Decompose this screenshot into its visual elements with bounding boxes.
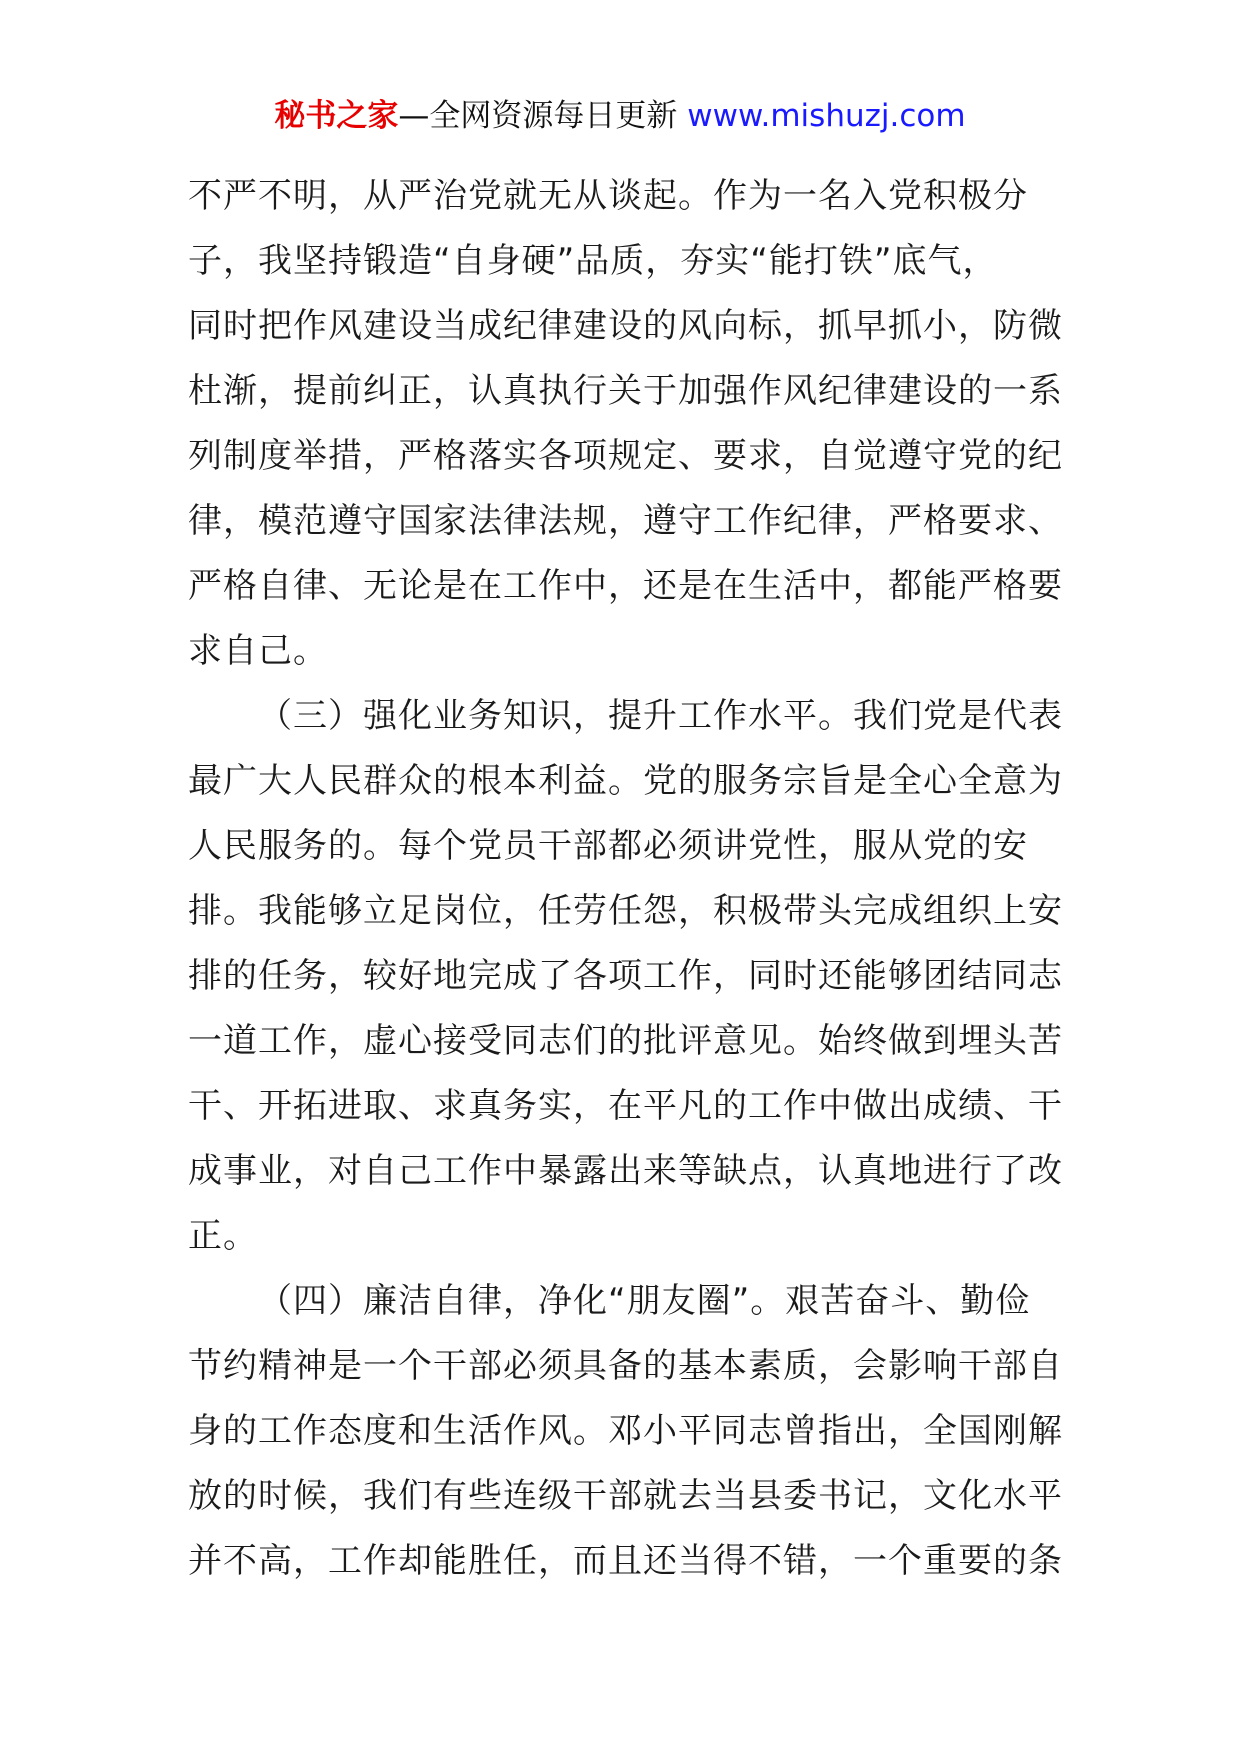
text-line: 律，模范遵守国家法律法规，遵守工作纪律，严格要求、 [188, 501, 1063, 541]
text-line: 排。我能够立足岗位，任劳任怨，积极带头完成组织上安 [188, 891, 1063, 931]
text-line: 不严不明，从严治党就无从谈起。作为一名入党积极分 [188, 176, 1028, 216]
text-line: 成事业，对自己工作中暴露出来等缺点，认真地进行了改 [188, 1151, 1063, 1191]
text-line: 正。 [188, 1216, 258, 1256]
text-line: 子，我坚持锻造“自身硬”品质，夯实“能打铁”底气， [188, 241, 998, 281]
header-tagline: —全网资源每日更新 [398, 98, 678, 134]
text-line: 节约精神是一个干部必须具备的基本素质，会影响干部自 [188, 1346, 1063, 1386]
text-line: 最广大人民群众的根本利益。党的服务宗旨是全心全意为 [188, 761, 1063, 801]
section-heading-line: （四）廉洁自律，净化“朋友圈”。艰苦奋斗、勤俭 [258, 1281, 1031, 1321]
text-line: 杜渐，提前纠正，认真执行关于加强作风纪律建设的一系 [188, 371, 1063, 411]
text-line: 列制度举措，严格落实各项规定、要求，自觉遵守党的纪 [188, 436, 1063, 476]
page-header [0, 96, 1240, 136]
text-line: 求自己。 [188, 631, 328, 671]
text-line: 排的任务，较好地完成了各项工作，同时还能够团结同志 [188, 956, 1063, 996]
document-body [188, 164, 1063, 1594]
website-url[interactable]: www.mishuzj.com [687, 98, 966, 134]
paragraph-1 [188, 164, 1063, 684]
text-line: 身的工作态度和生活作风。邓小平同志曾指出，全国刚解 [188, 1411, 1063, 1451]
text-line: 一道工作，虚心接受同志们的批评意见。始终做到埋头苦 [188, 1021, 1063, 1061]
text-line: 并不高，工作却能胜任，而且还当得不错，一个重要的条 [188, 1541, 1063, 1581]
paragraph-3 [188, 1269, 1063, 1594]
section-heading-line: （三）强化业务知识，提升工作水平。我们党是代表 [258, 696, 1063, 736]
text-line: 放的时候，我们有些连级干部就去当县委书记，文化水平 [188, 1476, 1063, 1516]
text-line: 人民服务的。每个党员干部都必须讲党性，服从党的安 [188, 826, 1028, 866]
brand-name: 秘书之家 [274, 98, 399, 134]
paragraph-2 [188, 684, 1063, 1269]
text-line: 干、开拓进取、求真务实，在平凡的工作中做出成绩、干 [188, 1086, 1063, 1126]
text-line: 严格自律、无论是在工作中，还是在生活中，都能严格要 [188, 566, 1063, 606]
text-line: 同时把作风建设当成纪律建设的风向标，抓早抓小，防微 [188, 306, 1063, 346]
